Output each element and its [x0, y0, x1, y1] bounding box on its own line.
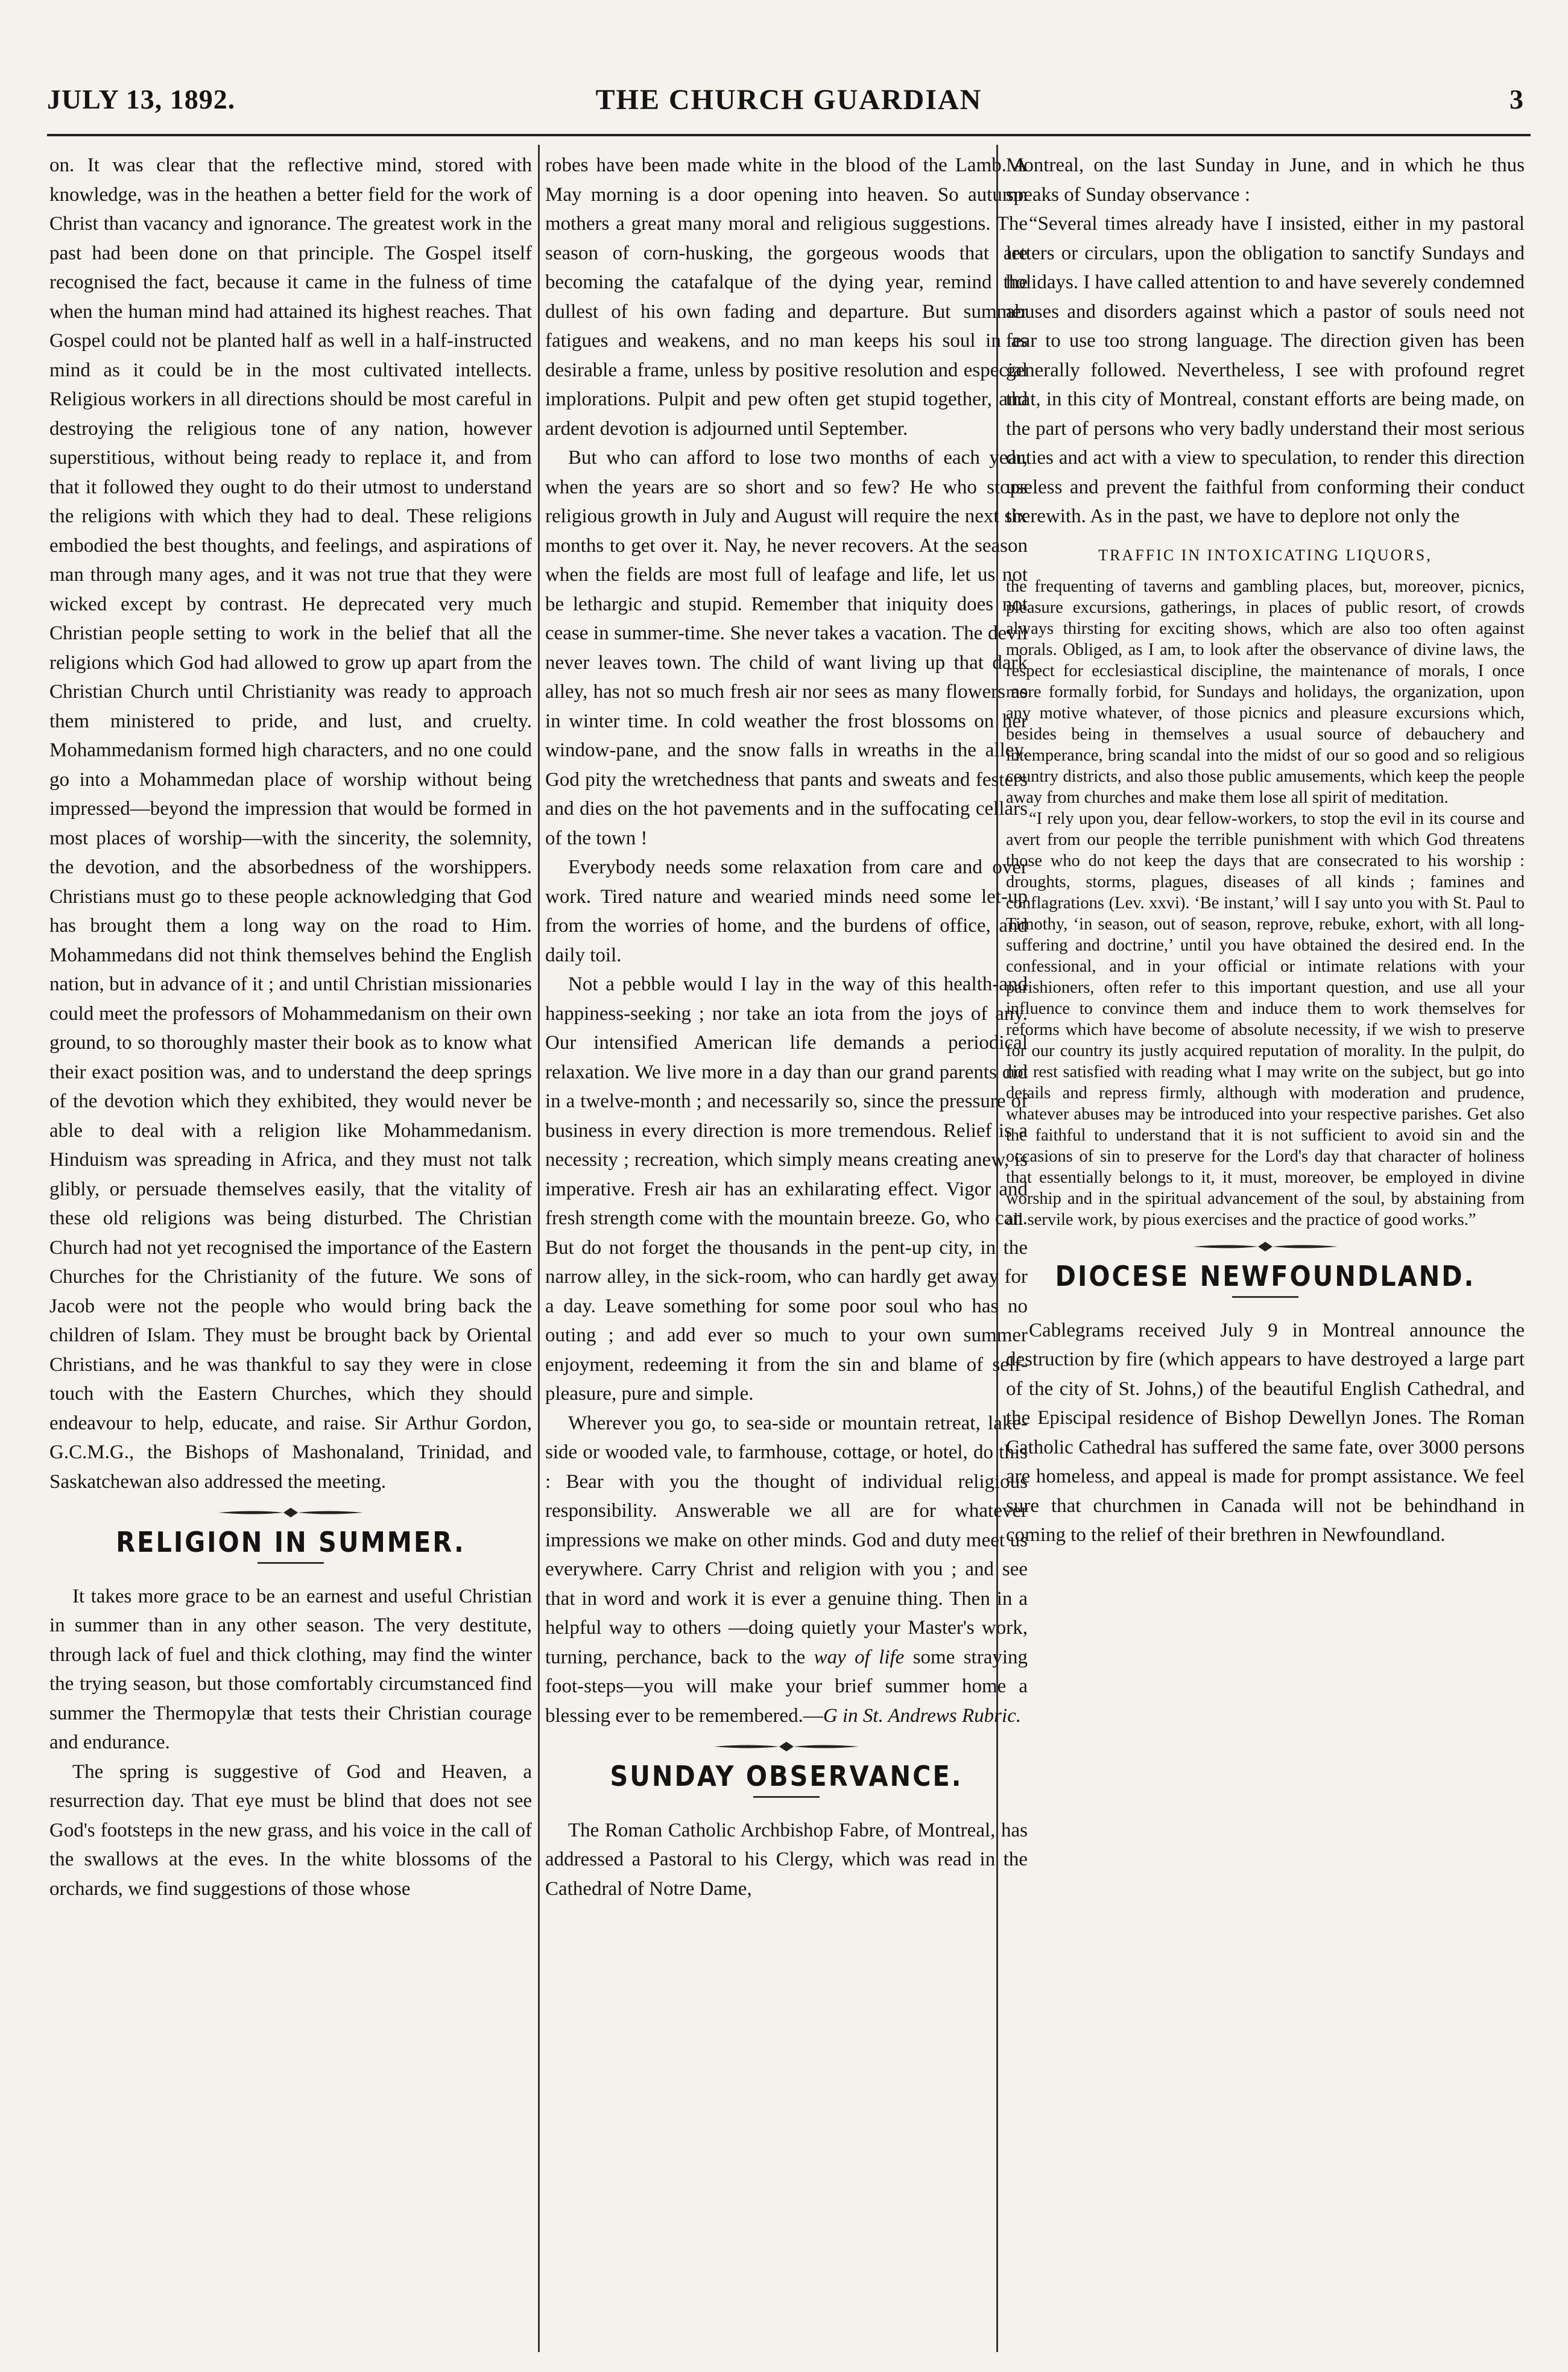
article-paragraph: But who can afford to lose two months of each year, when the years are so short and so few? He who stops religious growth in July and August will require the next six months to get over it. Nay, he never recovers. At the season when the fields are most full of leafage and life, let us not be lethargic and stupid. Remember that iniquity does not cease in summer-time. She never takes a vacation. The devil never leaves town. The child of want living up that dark alley, has not so much fresh air nor sees as many flowers as in winter time. In cold weather the frost blossoms on her window-pane, and the snow falls in wreaths in the alley. God pity the wretchedness that pants and sweats and festers and dies on the hot pavements and in the suffocating cellars of the town !	[545, 447, 1028, 849]
paragraph-text: some straying foot-steps—you will make your brief summer home a blessing ever to be remembered.—	[545, 1646, 1028, 1727]
quoted-paragraph: the frequenting of taverns and gambling places, but, moreover, picnics, pleasure excursions, gatherings, in places of public resort, of crowds always thirsting for exciting shows, which are also too often against morals. Obliged, as I am, to look after the observance of divine laws, the respect for ecclesiastical discipline, the maintenance of morals, I once more formally forbid, for Sundays and holidays, the organization, upon any motive whatever, of those picnics and pleasure excursions which, besides being in themselves a usual source of debauchery and intemperance, bring scandal into the midst of our so good and so religious country districts, and also those public amusements, which keep the people away from churches and make them lose all spirit of meditation.	[1006, 577, 1525, 807]
article-paragraph: Cablegrams received July 9 in Montreal announce the destruction by fire (which appears to have destroyed a large part of the city of St. Johns,) of the beautiful English Cathedral, and the Episcipal residence of Bishop Dewellyn Jones. The Roman Catholic Cathedral has suffered the same fate, over 3000 persons are homeless, and appeal is made for prompt assistance. We feel sure that churchmen in Canada will not be behindhand in coming to the relief of their brethren in Newfoundland.	[1006, 1319, 1525, 1546]
running-head	[47, 78, 1531, 127]
article-paragraph: Not a pebble would I lay in the way of this health-and happiness-seeking ; nor take an iota from the joys of any. Our intensified American life demands a periodical relaxation. We live more in a day than our grand parents did in a twelve-month ; and necessarily so, since the pressure of business in every direction is more tremendous. Relief is a necessity ; recreation, which simply means creating anew, is imperative. Fresh air has an exhilarating effect. Vigor and fresh strength come with the mountain breeze. Go, who can. But do not forget the thousands in the pent-up city, in the narrow alley, in the sick-room, who can hardly get away for a day. Leave something for some poor soul who has no outing ; and add ever so much to your own summer enjoyment, redeeming it from the sin and blame of self-pleasure, pure and simple.	[545, 973, 1028, 1405]
article-paragraph	[545, 1409, 1028, 1731]
article-paragraph: The spring is suggestive of God and Heaven, a resurrection day. That eye must be blind that does not see God's footsteps in the new grass, and his voice in the call of the swallows at the eves. In the white blossoms of the orchards, we find suggestions of those whose	[49, 1760, 532, 1900]
sub-heading: TRAFFIC IN INTOXICATING LIQUORS,	[1098, 546, 1432, 564]
article-paragraph: Everybody needs some relaxation from care and over work. Tired nature and wearied minds need some let-up from the worries of home, and the burdens of office, and daily toil.	[545, 856, 1028, 966]
divider-flourish	[1187, 1240, 1344, 1253]
source-citation: G in St. Andrews Rubric.	[823, 1704, 1022, 1727]
article-paragraph: It takes more grace to be an earnest and useful Christian in summer than in any other season. The very destitute, through lack of fuel and thick clothing, may find the winter the trying season, but those comfortably circumstanced find summer the Thermopylæ that tests their Christian courage and endurance.	[49, 1585, 532, 1753]
header-rule	[47, 134, 1531, 136]
column-rule	[538, 145, 540, 2352]
issue-date: JULY 13, 1892.	[47, 84, 236, 115]
page-number: 3	[1510, 84, 1523, 115]
quoted-paragraph: “I rely upon you, dear fellow-workers, to stop the evil in its course and avert from our people the terrible punishment with which God threatens those who do not keep the days that are consecrated to his worship : droughts, storms, plagues, diseases of all kinds ; famines and conflagrations (Lev. xxvi). ‘Be instant,’ will I say unto you with St. Paul to Timothy, ‘in season, out of season, reprove, rebuke, exhort, with all long-suffering and doctrine,’ until you have obtained the desired end. In the confessional, and in your official or intimate relations with your parishioners, often refer to this important question, and use all your influence to convince them and induce them to work themselves for reforms which have become of absolute necessity, if we wish to preserve for our country its justly acquired reputation of morality. In the pulpit, do not rest satisfied with reading what I may write on the subject, but go into details and repress firmly, although with moderation and prudence, whatever abuses may be introduced into your respective parishes. Get also the faithful to understand that it is not sufficient to avoid sin and the occasions of sin to preserve for the Lord's day that character of holiness that essentially belongs to it, it must, moreover, be employed in divine worship and in the spiritual advancement of the soul, by abstaining from all servile work, by pious exercises and the practice of good works.”	[1006, 809, 1525, 1229]
article-paragraph: on. It was clear that the reflective mind, stored with knowledge, was in the heathen a better field for the work of Christ than vacancy and ignorance. The greatest work in the past had been done on that principle. The Gospel itself recognised the fact, because it came in the fulness of time when the human mind had attained its highest reaches. That Gospel could not be planted half as well in a half-instructed mind as it could be in the most cultivated intellects. Religious workers in all directions should be most careful in destroying the religious tone of any nation, however superstitious, without being ready to replace it, and from that it followed they ought to do their utmost to understand the religions with which they had to deal. These religions embodied the best thoughts, and feelings, and aspirations of man through many ages, and it was not true that they were wicked except by contrast. He deprecated very much Christian people setting to work in the belief that all the religions which God had allowed to grow up apart from the Christian Church until Christianity was ready to approach them ministered to pride, and lust, and cruelty. Mohammedanism formed high characters, and no one could go into a Mohammedan place of worship without being impressed—beyond the impression that would be formed in most places of worship—with the sincerity, the solemnity, the devotion, and the absorbedness of the worshippers. Christians must go to these people acknowledging that God has brought them a long way on the road to Him. Mohammedans did not think themselves behind the English nation, but in advance of it ; and until Christian missionaries could meet the professors of Mohammedanism on their own ground, to so thoroughly master their book as to know what their exact position was, and to understand the deep springs of the devotion which they exhibited, they would never be able to deal with a religion like Mohammedanism. Hinduism was spreading in Africa, and they must not talk glibly, or persuade themselves easily, that the vitality of these old religions was being disturbed. The Christian Church had not yet recognised the importance of the Eastern Churches for the Christianity of the future. We sons of Jacob were not the people who would bring back the children of Islam. They must be brought back by Oriental Christians, and he was thankful to say they were in close touch with the Eastern Churches, which they should endeavour to help, educate, and raise. Sir Arthur Gordon, G.C.M.G., the Bishops of Mashonaland, Trinidad, and Saskatchewan also addressed the meeting.	[49, 154, 532, 1493]
divider-flourish	[212, 1506, 369, 1519]
column-1	[49, 151, 532, 2346]
column-2	[545, 151, 1028, 2346]
newspaper-title: THE CHURCH GUARDIAN	[595, 84, 982, 116]
article-paragraph: “Several times already have I insisted, either in my pastoral letters or circulars, upon the obligation to sanctify Sundays and holidays. I have called attention to and have severely condemned abuses and disorders against which a pastor of souls need not fear to use too strong language. The direction given has been generally followed. Nevertheless, I see with profound regret that, in this city of Montreal, constant efforts are being made, on the part of persons who very badly understand their most serious duties and act with a view to speculation, to render this direction useless and prevent the faithful from conforming their conduct therewith. As in the past, we have to deplore not only the	[1006, 213, 1525, 527]
heading-rule	[753, 1796, 820, 1798]
section-heading: DIOCESE NEWFOUNDLAND.	[1055, 1260, 1476, 1292]
paragraph-text: Wherever you go, to sea-side or mountain retreat, lake-side or wooded vale, to farmhouse, cottage, or hotel, do this : Bear with you the thought of individual religious responsibility. Answerable we all are for whatever impressions we make on other minds. God and duty meet us everywhere. Carry Christ and religion with you ; and see that in word and work it is ever a genuine thing. Then in a helpful way to others —doing quietly your Master's work, turning, perchance, back to the	[545, 1412, 1028, 1668]
heading-rule	[1232, 1296, 1298, 1298]
section-heading: SUNDAY OBSERVANCE.	[610, 1760, 963, 1792]
article-paragraph: Montreal, on the last Sunday in June, and in which he thus speaks of Sunday observance :	[1006, 154, 1525, 206]
article-paragraph: The Roman Catholic Archbishop Fabre, of Montreal, has addressed a Pastoral to his Clergy, which was read in the Cathedral of Notre Dame,	[545, 1819, 1028, 1900]
heading-rule	[258, 1562, 324, 1564]
article-paragraph: robes have been made white in the blood of the Lamb. A May morning is a door opening into heaven. So autumn mothers a great many moral and religious suggestions. The season of corn-husking, the gorgeous woods that are becoming the catafalque of the dying year, remind the dullest of his own fading and departure. But summer fatigues and weakens, and no man keeps his soul in as desirable a frame, unless by positive resolution and especial implorations. Pulpit and pew often get stupid together, and ardent devotion is adjourned until September.	[545, 154, 1028, 440]
section-heading: RELIGION IN SUMMER.	[116, 1526, 466, 1558]
column-3	[1006, 151, 1525, 2346]
divider-flourish	[708, 1740, 865, 1753]
italic-phrase: way of life	[814, 1646, 905, 1668]
